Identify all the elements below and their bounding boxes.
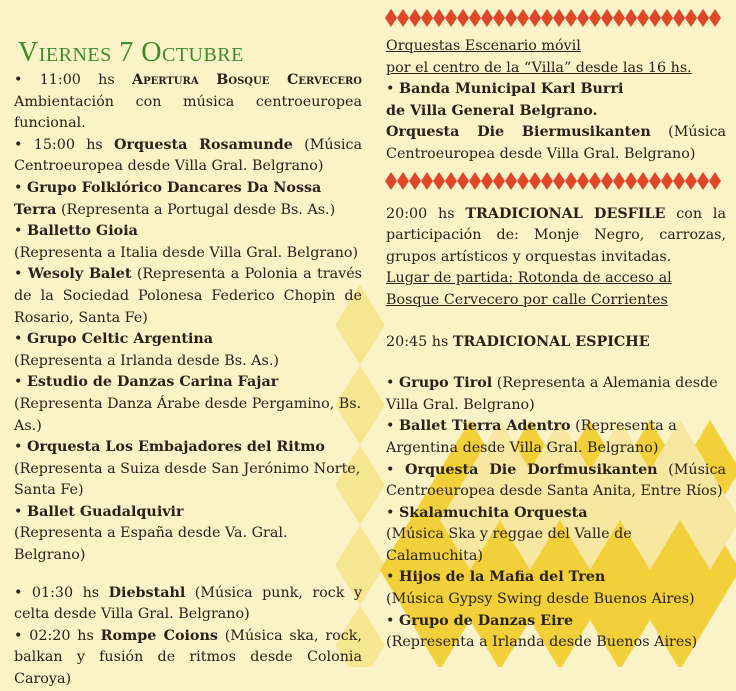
opening-label: Apertura Bosque Cervecero bbox=[131, 72, 362, 88]
act-name: Estudio de Danzas Carina Fajar bbox=[26, 374, 279, 391]
late-desc: (Música ska, rock, balkan y fusión de ritmos desde Colonia Caroya) bbox=[14, 627, 362, 688]
left-column bbox=[14, 38, 362, 691]
top-ribbon bbox=[385, 9, 725, 27]
bullet: • bbox=[14, 179, 23, 196]
act-desc: (Representa a Italia desde Villa Gral. Belgrano) bbox=[14, 244, 359, 261]
parade-start bbox=[386, 268, 726, 311]
page-title: Viernes 7 Octubre bbox=[18, 37, 244, 68]
bullet: • bbox=[386, 418, 395, 435]
bullet: • bbox=[386, 81, 395, 98]
mobile-stage-heading bbox=[386, 36, 726, 79]
act-item bbox=[14, 178, 362, 221]
espiche-time: 20:45 hs bbox=[386, 333, 449, 350]
act-name: Grupo Tirol bbox=[398, 375, 493, 392]
act-item bbox=[386, 611, 726, 654]
late-item bbox=[14, 626, 362, 691]
parade-start-text: Lugar de partida: Rotonda de acceso al Bosque Cervecero por calle Corrientes bbox=[386, 270, 672, 308]
opening-item bbox=[14, 70, 362, 135]
bullet: • bbox=[14, 627, 23, 644]
act-name: Ballet Guadalquivir bbox=[26, 503, 184, 520]
bullet: • bbox=[14, 223, 23, 240]
opening-desc: Ambientación con música centroeuropea funcional. bbox=[14, 93, 362, 132]
bullet: • bbox=[386, 504, 395, 521]
act-desc: (Representa a Irlanda desde Buenos Aires) bbox=[386, 634, 698, 651]
act-item bbox=[14, 221, 362, 264]
act-name: Balletto Gioia bbox=[26, 223, 138, 240]
bullet: • bbox=[14, 584, 23, 601]
late-time: 02:20 hs bbox=[29, 627, 94, 644]
opening-time: 11:00 hs bbox=[39, 72, 115, 88]
act-name: Grupo Celtic Argentina bbox=[26, 331, 214, 348]
act-name: Orquesta Rosamunde bbox=[114, 136, 293, 153]
act-item bbox=[14, 502, 362, 567]
bullet: • bbox=[386, 461, 395, 478]
act-name: Wesoly Balet bbox=[27, 266, 132, 283]
act-name: Grupo de Danzas Eire bbox=[398, 612, 574, 629]
espiche-label: TRADICIONAL ESPICHE bbox=[452, 333, 650, 350]
late-name: Diebstahl bbox=[108, 584, 186, 601]
band-desc: (Música Centroeuropea desde Villa Gral. Belgrano) bbox=[386, 124, 727, 162]
act-name: Orquesta Die Dorfmusikanten bbox=[405, 461, 658, 478]
right-column bbox=[386, 36, 726, 654]
act-name: Ballet Tierra Adentro bbox=[398, 418, 571, 435]
bullet: • bbox=[14, 266, 23, 283]
bullet: • bbox=[14, 331, 23, 348]
act-name: Hijos de la Mafia del Tren bbox=[398, 569, 606, 586]
act-desc: (Representa Danza Árabe desde Pergamino, Bs. As.) bbox=[14, 395, 362, 434]
parade-label: TRADICIONAL DESFILE bbox=[465, 205, 666, 222]
act-item bbox=[386, 416, 726, 459]
parade-time: 20:00 hs bbox=[386, 205, 455, 222]
bullet: • bbox=[14, 136, 23, 153]
bullet: • bbox=[386, 375, 395, 392]
bullet: • bbox=[14, 439, 23, 456]
band-name-line2: de Villa General Belgrano. bbox=[386, 102, 598, 119]
bullet: • bbox=[14, 72, 23, 88]
bullet: • bbox=[14, 503, 23, 520]
band-item bbox=[386, 79, 726, 122]
mobile-stage-line1: Orquestas Escenario móvil bbox=[386, 38, 581, 54]
parade-item bbox=[386, 204, 726, 269]
espiche-item bbox=[386, 332, 726, 354]
late-desc: (Música punk, rock y celta desde Villa Gral. Belgrano) bbox=[14, 584, 363, 623]
late-item bbox=[14, 583, 362, 626]
act-desc: (Representa a Irlanda desde Bs. As.) bbox=[14, 352, 279, 369]
act-desc: (Música Centroeuropea desde Villa Gral. Belgrano) bbox=[14, 136, 363, 175]
band-item bbox=[386, 122, 726, 165]
act-name: Skalamuchita Orquesta bbox=[398, 504, 588, 521]
act-name: Grupo Folklórico Dancares Da Nossa Terra bbox=[14, 179, 322, 218]
act-desc: (Representa a Alemania desde Villa Gral. Belgrano) bbox=[386, 375, 718, 413]
late-name: Rompe Coions bbox=[100, 627, 218, 644]
act-desc: (Representa a Suiza desde San Jerónimo Norte, Santa Fe) bbox=[14, 460, 361, 499]
act-item bbox=[14, 437, 362, 502]
act-name: Orquesta Los Embajadores del Ritmo bbox=[26, 439, 325, 456]
bullet: • bbox=[386, 612, 395, 629]
act-item bbox=[14, 264, 362, 329]
act-desc: (Representa a Argentina desde Villa Gral. Belgrano) bbox=[386, 418, 677, 456]
act-item bbox=[14, 372, 362, 437]
act-item bbox=[386, 567, 726, 610]
parade-desc: con la participación de: Monje Negro, carrozas, grupos artísticos y orquestas invitadas. bbox=[386, 205, 727, 265]
act-desc: (Representa a España desde Va. Gral. Belgrano) bbox=[14, 525, 288, 564]
act-item bbox=[14, 135, 362, 178]
band-name: Orquesta Die Biermusikanten bbox=[386, 124, 651, 141]
late-time: 01:30 hs bbox=[31, 584, 100, 601]
act-desc: (Música Centroeuropea desde Santa Anita, Entre Ríos) bbox=[386, 461, 727, 500]
act-item bbox=[386, 503, 726, 568]
act-desc: (Música Gypsy Swing desde Buenos Aires) bbox=[386, 591, 695, 608]
bullet: • bbox=[386, 569, 395, 586]
act-desc: (Música Ska y reggae del Valle de Calamuchita) bbox=[386, 526, 632, 564]
mobile-stage-line2: por el centro de la “Villa” desde las 16 hs. bbox=[386, 59, 692, 76]
bullet: • bbox=[14, 374, 23, 391]
act-item bbox=[14, 329, 362, 372]
act-item bbox=[386, 373, 726, 416]
act-item bbox=[386, 460, 726, 503]
act-time: 15:00 hs bbox=[33, 136, 103, 153]
act-desc: (Representa a Polonia a través de la Sociedad Polonesa Federico Chopin de Rosario, Santa Fe) bbox=[14, 266, 363, 326]
band-name-line1: Banda Municipal Karl Burri bbox=[398, 81, 624, 98]
act-desc: (Representa a Portugal desde Bs. As.) bbox=[60, 201, 336, 218]
